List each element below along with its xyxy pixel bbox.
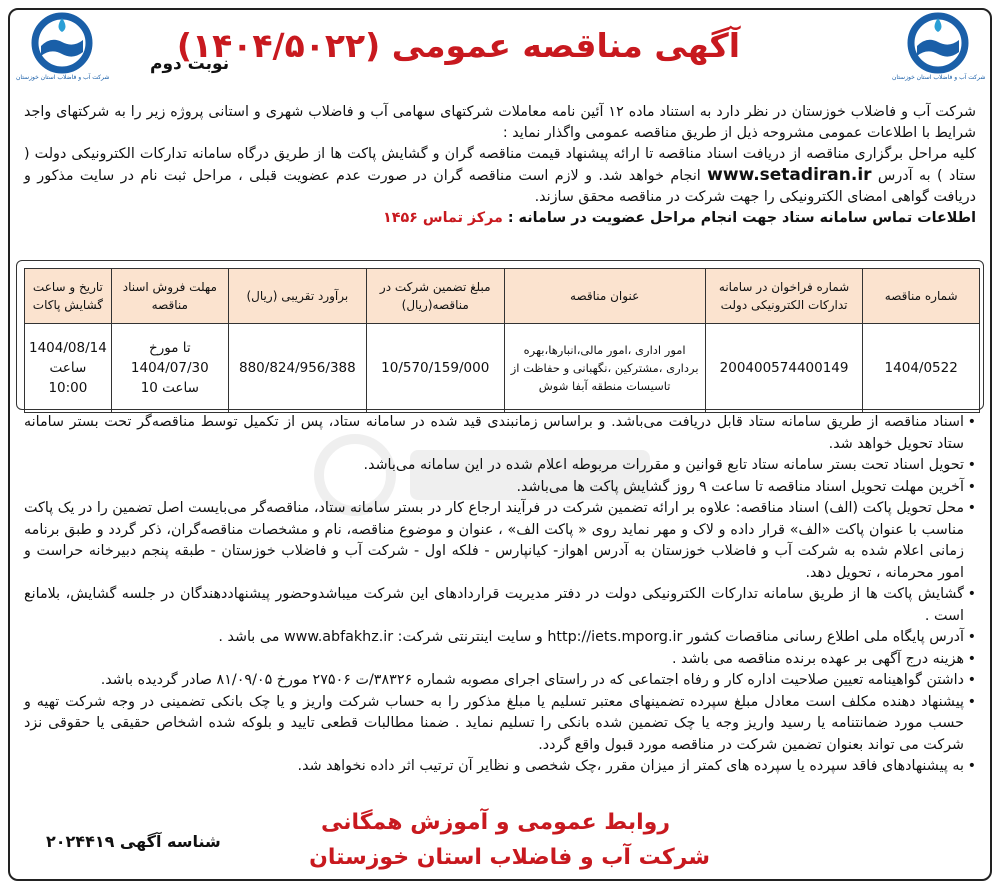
header-opening: تاریخ و ساعت گشایش پاکات xyxy=(25,269,112,324)
water-drop-logo-icon xyxy=(27,12,97,74)
ad-id: شناسه آگهی ۲۰۲۴۴۱۹ xyxy=(46,832,221,851)
company-logo-left xyxy=(16,12,108,90)
conditions-list xyxy=(24,412,976,778)
header-estimate: برآورد تقریبی (ریال) xyxy=(228,269,366,324)
list-item: • آدرس پایگاه ملی اطلاع رسانی مناقصات کشور http://iets.mporg.ir و سایت اینترنتی شرکت: www.abfakhz.ir می باشد . xyxy=(24,627,976,649)
list-item: • گشایش پاکت ها از طریق سامانه تدارکات الکترونیکی دولت در دفتر مدیریت قراردادهای این شرکت میباشدوحضور پیشنهاددهندگان در جلسه گشایش، بلامانع است . xyxy=(24,584,976,627)
list-item: • تحویل اسناد تحت بستر سامانه ستاد تابع قوانین و مقررات مربوطه اعلام شده در این سامانه می‌باشد. xyxy=(24,455,976,477)
logo-caption: شرکت آب و فاضلاب استان خوزستان xyxy=(16,74,110,81)
intro-paragraph: شرکت آب و فاضلاب خوزستان در نظر دارد به استناد ماده ۱۲ آئین نامه معاملات شرکتهای سهامی آب و فاضلاب شهری و استانی پروژه زیر را به شرکتهای واجد شرایط با اطلاعات عمومی مشروحه ذیل از طریق مناقصه عمومی واگذار نماید : xyxy=(24,104,976,141)
cell-subject: امور اداری ،امور مالی،انبارها،بهره برداری ،مشترکین ،نگهبانی و حفاظت از تاسیسات منطقه آبفا شوش xyxy=(504,324,705,413)
table-row xyxy=(25,324,980,413)
notice-frame xyxy=(8,8,992,881)
cell-call-no: 200400574400149 xyxy=(705,324,863,413)
header-sale-deadline: مهلت فروش اسناد مناقصه xyxy=(111,269,228,324)
contact-label: اطلاعات تماس سامانه ستاد جهت انجام مراحل عضویت در سامانه : xyxy=(507,210,976,226)
list-item: • محل تحویل پاکت (الف) اسناد مناقصه: علاوه بر ارائه تضمین شرکت در فرآیند ارجاع کار در بستر سامانه ستاد، مناقصه‌گر می‌بایست اصل تضمین را در یک پاکت مناسب با عنوان پاکت «الف» قرار داده و لاک و مهر نماید روی « پاکت الف» ، عنوان و موضوع مناقصه، نام و مشخصات مناقصه‌گران، ذکر گردد و طبق برنامه زمانی اعلام شده به شرکت آب و فاضلاب خوزستان به آدرس اهواز- کیانپارس - فلکه اول - شرکت آب و فاضلاب خوزستان - طبقه پنجم دبیرخانه حراست و امور محرمانه ، تحویل دهد. xyxy=(24,498,976,584)
list-item: • پیشنهاد دهنده مکلف است معادل مبلغ سپرده تضمینهای معتبر تسلیم یا مبلغ مذکور را به حساب شرکت واریز و یا چک بانکی تضمینی در وجه شرکت تهیه و حسب مورد ضمانتنامه یا رسید واریز وجه یا چک تضمین شده بانکی را تسلیم نماید . ضمنا مطالبات قطعی تایید و بلوکه شده اشخاص حقیقی یا حقوقی نزد شرکت می تواند بعنوان تضمین شرکت در مناقصه مورد قبول واقع گردد. xyxy=(24,692,976,757)
list-item: • آخرین مهلت تحویل اسناد مناقصه تا ساعت ۹ روز گشایش پاکت ها می‌باشد. xyxy=(24,477,976,499)
header-guarantee: مبلغ تضمین شرکت در مناقصه(ریال) xyxy=(366,269,504,324)
cell-sale-deadline: تا مورخ 1404/07/30 ساعت 10 xyxy=(111,324,228,413)
tender-table xyxy=(24,268,980,413)
procedure-text-a: کلیه مراحل برگزاری مناقصه از دریافت اسناد مناقصه تا ارائه پیشنهاد قیمت مناقصه گران و گشایش پاکت ها از طریق درگاه سامانه تدارکات الکترونیکی دولت ( ستاد ) به آدرس xyxy=(24,146,977,184)
company-logo-right xyxy=(892,12,984,90)
logo-caption: شرکت آب و فاضلاب استان خوزستان xyxy=(892,74,986,81)
contact-line xyxy=(24,208,976,229)
header-call-no: شماره فراخوان در سامانه تدارکات الکترونیکی دولت xyxy=(705,269,863,324)
list-item: • اسناد مناقصه از طریق سامانه ستاد قابل دریافت می‌باشد. و براساس زمانبندی قید شده در سامانه ستاد، پس از تکمیل توسط مناقصه‌گر تحت بستر سامانه ستاد تحویل خواهد شد. xyxy=(24,412,976,455)
header-tender-no: شماره مناقصه xyxy=(863,269,980,324)
water-drop-logo-icon xyxy=(903,12,973,74)
list-item: • داشتن گواهینامه تعیین صلاحیت اداره کار و رفاه اجتماعی که در راستای اجرای مصوبه شماره ۳۸۳۲۶/ت ۲۷۵۰۶ مورخ ۸۱/۰۹/۰۵ صادر گردیده باشد. xyxy=(24,670,976,692)
cell-estimate: 880/824/956/388 xyxy=(228,324,366,413)
footer-company: شرکت آب و فاضلاب استان خوزستان xyxy=(309,845,710,870)
header-subject: عنوان مناقصه xyxy=(504,269,705,324)
table-header-row xyxy=(25,269,980,324)
list-item: • به پیشنهادهای فاقد سپرده یا سپرده های کمتر از میزان مقرر ،چک شخصی و نظایر آن ترتیب اثر داده نخواهد شد. xyxy=(24,756,976,778)
footer-department: روابط عمومی و آموزش همگانی xyxy=(320,810,670,835)
contact-center: مرکز تماس ۱۴۵۶ xyxy=(383,210,503,226)
cell-guarantee: 10/570/159/000 xyxy=(366,324,504,413)
cell-tender-no: 1404/0522 xyxy=(863,324,980,413)
list-item: • هزینه درج آگهی بر عهده برنده مناقصه می باشد . xyxy=(24,649,976,671)
cell-opening: 1404/08/14 ساعت 10:00 xyxy=(25,324,112,413)
procedure-text-b: انجام خواهد شد. و لازم است مناقصه گران در صورت عدم عضویت قبلی ، مراحل ثبت نام در سایت مذکور و دریافت گواهی امضای الکترونیکی را جهت شرکت در مناقصه محقق سازند. xyxy=(24,168,976,205)
intro-section xyxy=(24,102,976,229)
round-label: نوبت دوم xyxy=(150,54,230,74)
procedure-paragraph xyxy=(24,144,976,208)
setad-link[interactable]: www.setadiran.ir xyxy=(707,165,872,185)
notice-title: آگهی مناقصه عمومی (۱۴۰۴/۵۰۲۲) xyxy=(176,26,740,65)
